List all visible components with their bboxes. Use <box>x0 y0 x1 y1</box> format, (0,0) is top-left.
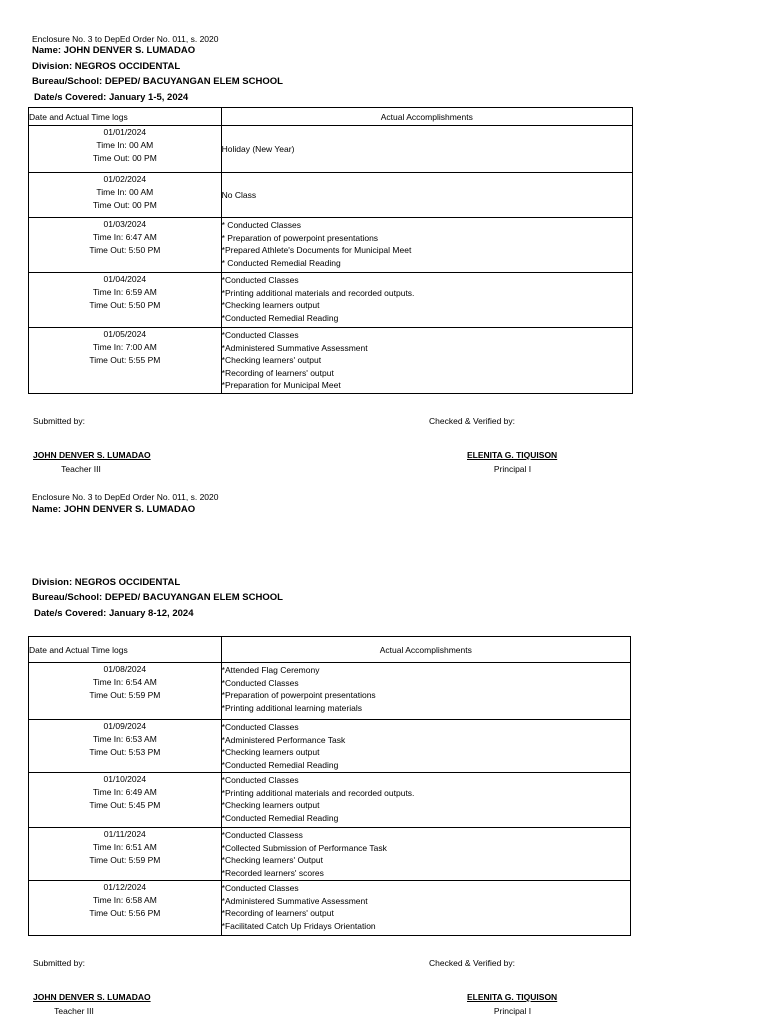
column-header-date: Date and Actual Time logs <box>29 108 222 126</box>
accomplishment-item: *Checking learners output <box>221 800 320 810</box>
accomplishment-item: *Preparation for Municipal Meet <box>221 380 341 390</box>
accomplishment-item: *Administered Performance Task <box>221 734 346 745</box>
submitted-by-label: Submitted by: <box>33 416 85 426</box>
column-header-accomplishments: Actual Accomplishments <box>221 108 632 126</box>
accomplishment-item: *Prepared Athlete's Documents for Municipal Meet <box>221 245 412 255</box>
accomplishment-item: * Conducted Classes <box>221 220 302 230</box>
accomplishments-cell <box>221 328 632 394</box>
accomplishments-cell <box>221 273 632 328</box>
log-date: 01/05/2024 <box>103 329 147 339</box>
accomplishment-item: * Preparation of powerpoint presentations <box>221 232 379 243</box>
submitter-name: JOHN DENVER S. LUMADAO <box>33 450 151 460</box>
time-in: Time In: 7:00 AM <box>92 342 157 352</box>
submitter-name: JOHN DENVER S. LUMADAO <box>33 992 151 1002</box>
time-in: Time In: 6:58 AM <box>92 895 157 905</box>
verifier-name: ELENITA G. TIQUISON <box>467 450 558 460</box>
employee-name: Name: JOHN DENVER S. LUMADAO <box>32 504 196 515</box>
column-header-accomplishments: Actual Accomplishments <box>221 637 630 663</box>
time-out: Time Out: 5:59 PM <box>89 690 161 700</box>
column-header-date: Date and Actual Time logs <box>29 637 222 663</box>
accomplishments-cell <box>221 828 630 881</box>
submitter-position: Teacher III <box>61 464 101 474</box>
accomplishment-item: *Recording of learners' output <box>221 908 334 918</box>
time-in: Time In: 00 AM <box>96 187 154 197</box>
accomplishment-item: *Recorded learners' scores <box>221 867 324 878</box>
date-time-cell <box>29 218 222 273</box>
accomplishment-item: *Conducted Remedial Reading <box>221 812 339 823</box>
time-in: Time In: 00 AM <box>96 140 154 150</box>
time-log-table <box>28 107 633 394</box>
log-date: 01/08/2024 <box>103 664 147 674</box>
time-out: Time Out: 5:55 PM <box>89 355 161 365</box>
accomplishments-cell <box>221 218 632 273</box>
time-in: Time In: 6:49 AM <box>92 787 157 797</box>
accomplishment-item: No Class <box>221 189 257 200</box>
accomplishment-item: *Conducted Classes <box>221 275 299 285</box>
time-out: Time Out: 00 PM <box>92 200 157 210</box>
accomplishment-item: *Checking learners output <box>221 747 320 757</box>
table-row <box>29 273 633 328</box>
accomplishments-cell <box>221 773 630 828</box>
table-header-row <box>29 108 633 126</box>
accomplishments-cell <box>221 126 632 173</box>
time-out: Time Out: 5:53 PM <box>89 747 161 757</box>
log-date: 01/11/2024 <box>103 829 146 839</box>
accomplishment-item: *Preparation of powerpoint presentations <box>221 690 376 700</box>
log-date: 01/10/2024 <box>103 774 147 784</box>
accomplishment-item: * Conducted Remedial Reading <box>221 257 341 268</box>
accomplishment-item: *Recording of learners' output <box>221 367 334 378</box>
time-out: Time Out: 5:56 PM <box>89 908 161 918</box>
checked-verified-label: Checked & Verified by: <box>429 416 515 426</box>
log-date: 01/03/2024 <box>103 219 147 229</box>
date-time-cell <box>29 663 222 720</box>
table-row <box>29 828 631 881</box>
school: Bureau/School: DEPED/ BACUYANGAN ELEM SCHOOL <box>32 76 283 87</box>
time-in: Time In: 6:53 AM <box>92 734 157 744</box>
accomplishment-item: *Attended Flag Ceremony <box>221 665 320 675</box>
accomplishment-item: *Conducted Classes <box>221 677 299 688</box>
enclosure-note: Enclosure No. 3 to DepEd Order No. 011, s. 2020 <box>32 492 219 502</box>
time-out: Time Out: 5:50 PM <box>89 245 161 255</box>
verifier-position: Principal I <box>493 464 532 474</box>
accomplishments-cell <box>221 663 630 720</box>
accomplishment-item: *Collected Submission of Performance Task <box>221 842 387 853</box>
log-date: 01/04/2024 <box>103 274 147 284</box>
dates-covered: Date/s Covered: January 1-5, 2024 <box>34 92 189 103</box>
accomplishment-item: *Conducted Classess <box>221 830 303 840</box>
time-in: Time In: 6:51 AM <box>92 842 157 852</box>
accomplishment-item: *Conducted Classes <box>221 330 299 340</box>
time-out: Time Out: 00 PM <box>92 153 157 163</box>
date-time-cell <box>29 881 222 936</box>
accomplishment-item: *Conducted Classes <box>221 775 299 785</box>
table-row <box>29 328 633 394</box>
accomplishment-item: *Facilitated Catch Up Fridays Orientation <box>221 920 376 931</box>
time-out: Time Out: 5:50 PM <box>89 300 161 310</box>
time-out: Time Out: 5:45 PM <box>89 800 161 810</box>
time-in: Time In: 6:59 AM <box>92 287 157 297</box>
time-in: Time In: 6:47 AM <box>92 232 157 242</box>
accomplishment-item: *Printing additional materials and recorded outputs. <box>221 787 415 798</box>
accomplishment-item: *Checking learners' output <box>221 355 322 365</box>
date-time-cell <box>29 720 222 773</box>
table-row <box>29 663 631 720</box>
date-time-cell <box>29 173 222 218</box>
date-time-cell <box>29 126 222 173</box>
submitter-position: Teacher III <box>54 1006 94 1016</box>
log-date: 01/01/2024 <box>103 127 147 137</box>
accomplishment-item: *Printing additional learning materials <box>221 702 362 713</box>
accomplishment-item: *Checking learners' Output <box>221 855 323 865</box>
employee-name: Name: JOHN DENVER S. LUMADAO <box>32 45 196 56</box>
table-header-row <box>29 637 631 663</box>
accomplishment-item: *Checking learners output <box>221 300 320 310</box>
log-date: 01/09/2024 <box>103 721 147 731</box>
enclosure-note: Enclosure No. 3 to DepEd Order No. 011, s. 2020 <box>32 34 219 44</box>
accomplishment-item: Holiday (New Year) <box>221 143 295 154</box>
accomplishment-item: *Conducted Remedial Reading <box>221 312 339 323</box>
school: Bureau/School: DEPED/ BACUYANGAN ELEM SCHOOL <box>32 592 283 603</box>
date-time-cell <box>29 773 222 828</box>
accomplishment-item: *Administered Summative Assessment <box>221 895 368 906</box>
time-log-table <box>28 636 631 936</box>
accomplishment-item: *Conducted Remedial Reading <box>221 759 339 770</box>
date-time-cell <box>29 828 222 881</box>
accomplishments-cell <box>221 720 630 773</box>
checked-verified-label: Checked & Verified by: <box>429 958 515 968</box>
verifier-position: Principal I <box>493 1006 532 1016</box>
log-date: 01/02/2024 <box>103 174 147 184</box>
time-out: Time Out: 5:59 PM <box>89 855 161 865</box>
time-in: Time In: 6:54 AM <box>92 677 157 687</box>
division: Division: NEGROS OCCIDENTAL <box>32 577 181 588</box>
table-row <box>29 173 633 218</box>
table-row <box>29 218 633 273</box>
date-time-cell <box>29 328 222 394</box>
verifier-name: ELENITA G. TIQUISON <box>467 992 558 1002</box>
accomplishment-item: *Conducted Classes <box>221 883 299 893</box>
division: Division: NEGROS OCCIDENTAL <box>32 61 181 72</box>
date-time-cell <box>29 273 222 328</box>
table-row <box>29 881 631 936</box>
table-row <box>29 773 631 828</box>
submitted-by-label: Submitted by: <box>33 958 85 968</box>
accomplishment-item: *Administered Summative Assessment <box>221 342 368 353</box>
accomplishments-cell <box>221 173 632 218</box>
table-row <box>29 126 633 173</box>
log-date: 01/12/2024 <box>103 882 147 892</box>
dates-covered: Date/s Covered: January 8-12, 2024 <box>34 608 194 619</box>
accomplishment-item: *Conducted Classes <box>221 722 299 732</box>
table-row <box>29 720 631 773</box>
accomplishments-cell <box>221 881 630 936</box>
accomplishment-item: *Printing additional materials and recorded outputs. <box>221 287 415 298</box>
